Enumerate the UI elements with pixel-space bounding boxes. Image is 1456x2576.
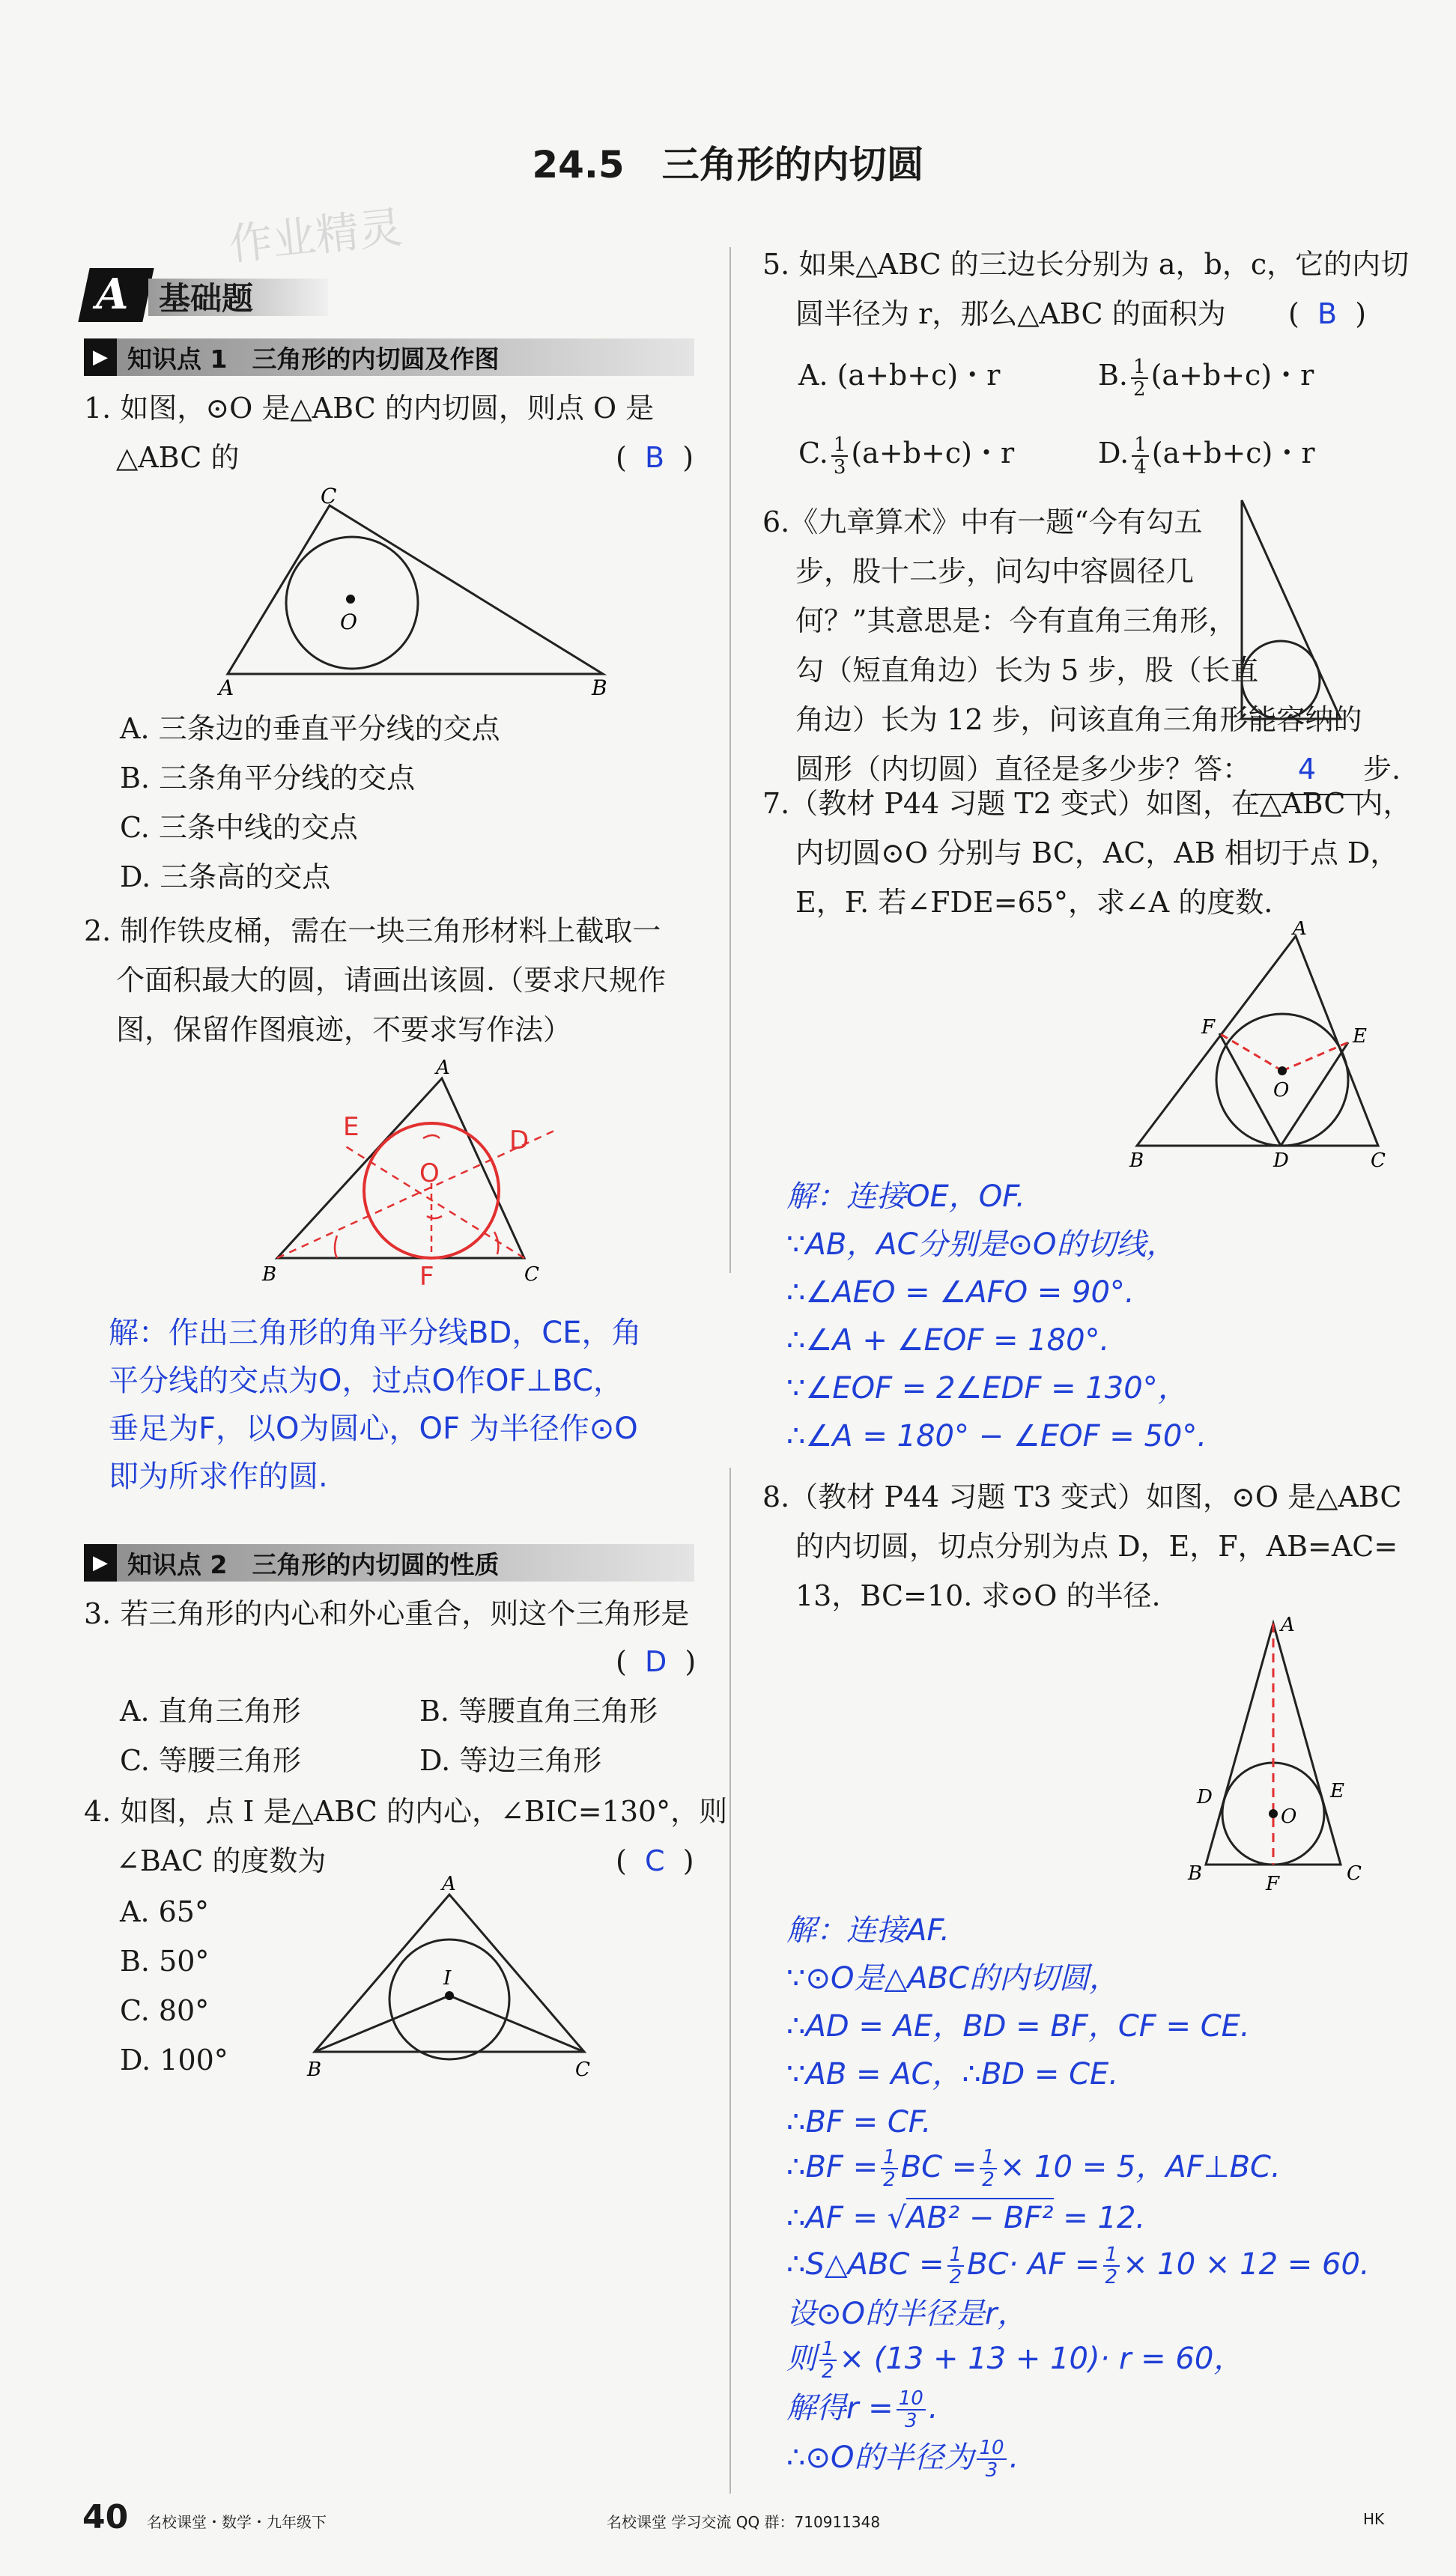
- q8-label-f: F: [1266, 1873, 1280, 1895]
- q8-solution-line1: 解：连接AF.: [786, 1913, 950, 1948]
- q3-option-c: C. 等腰三角形: [120, 1744, 301, 1777]
- q8-label-d: D: [1197, 1786, 1213, 1808]
- q2-triangle: [277, 1078, 524, 1258]
- q7-label-e: E: [1353, 1025, 1367, 1048]
- q7-triangle: [1137, 936, 1378, 1146]
- q4-option-c: C. 80°: [120, 1994, 210, 2027]
- q8-center-dot: [1269, 1809, 1278, 1818]
- play-icon: ▶: [84, 1544, 117, 1582]
- q7-label-c: C: [1371, 1149, 1386, 1168]
- q8-label-e: E: [1330, 1780, 1344, 1802]
- q1-line2: △ABC 的: [116, 441, 240, 474]
- q4-label-b: B: [307, 2059, 322, 2081]
- q8-solution-line4: ∵AB = AC，∴BD = CE.: [786, 2057, 1119, 2092]
- knowledge-point-2: ▶ 知识点 2 三角形的内切圆的性质: [84, 1544, 694, 1582]
- q3-option-a: A. 直角三角形: [120, 1695, 301, 1728]
- section-label: 基础题: [159, 280, 254, 317]
- q5-option-c: C. $\frac{1}{3}$ (a+b+c)・r: [798, 433, 1015, 479]
- q1-label-b: B: [592, 675, 607, 700]
- q2-label-b: B: [262, 1263, 277, 1286]
- q1-label-a: A: [219, 675, 234, 700]
- q8-figure: [1161, 1610, 1401, 1902]
- q5-line1: 5. 如果△ABC 的三边长分别为 a，b，c，它的内切: [762, 248, 1410, 281]
- q7-solution-line6: ∴∠A = 180° − ∠EOF = 50°.: [786, 1419, 1207, 1453]
- q8-solution-equation: 则 $\frac{1}{2}$ × (13 + 13 + 10)· r = 60，: [786, 2338, 1244, 2383]
- q6-line5: 角边）长为 12 步，问该直角三角形能容纳的: [795, 703, 1362, 736]
- page-title: 24.5 三角形的内切圆: [532, 143, 924, 186]
- q7-solution-line5: ∵∠EOF = 2∠EDF = 130°，: [786, 1371, 1188, 1406]
- q1-option-d: D. 三条高的交点: [120, 860, 331, 893]
- q8-line1: 8.（教材 P44 习题 T3 变式）如图，⊙O 是△ABC: [762, 1480, 1402, 1513]
- q2-label-a: A: [436, 1057, 450, 1079]
- q6-right-triangle: [1242, 500, 1341, 719]
- q2-solution-line2: 平分线的交点为O，过点O作OF⊥BC，: [109, 1364, 623, 1398]
- q2-solution-line4: 即为所求作的圆.: [109, 1459, 328, 1494]
- q6-line1: 6.《九章算术》中有一题“今有勾五: [762, 505, 1203, 538]
- q8-label-b: B: [1188, 1862, 1203, 1885]
- q6-line4: 勾（短直角边）长为 5 步，股（长直: [795, 654, 1259, 687]
- q6-figure: [1236, 494, 1348, 726]
- watermark: 作业精灵: [226, 201, 405, 270]
- q2-line1: 2. 制作铁皮桶，需在一块三角形材料上截取一: [84, 914, 661, 947]
- q8-solution-line3: ∴AD = AE，BD = BF，CF = CE.: [786, 2009, 1250, 2044]
- q8-solution-af: ∴AF = √AB² − BF² = 12.: [786, 2194, 1145, 2242]
- q2-solution-line3: 垂足为F，以O为圆心，OF 为半径作⊙O: [109, 1412, 638, 1446]
- q7-line3: E，F. 若∠FDE=65°，求∠A 的度数.: [795, 886, 1273, 919]
- q1-label-o: O: [340, 610, 357, 634]
- q4-figure: [300, 1872, 614, 2089]
- q5-option-d: D. $\frac{1}{4}$ (a+b+c)・r: [1098, 433, 1315, 479]
- q8-label-c: C: [1347, 1862, 1362, 1885]
- q7-label-o: O: [1273, 1079, 1290, 1102]
- q2-label-d: D: [509, 1126, 530, 1155]
- q8-line2: 的内切圆，切点分别为点 D，E，F，AB=AC=: [795, 1530, 1398, 1563]
- q4-segment-bi: [315, 1996, 449, 2052]
- q5-option-a: A. (a+b+c)・r: [798, 359, 1001, 392]
- section-header: [84, 268, 331, 322]
- q1-option-b: B. 三条角平分线的交点: [120, 762, 416, 795]
- q7-solution-line1: 解：连接OE，OF.: [786, 1179, 1025, 1214]
- q7-label-a: A: [1293, 921, 1307, 940]
- q4-label-i: I: [443, 1967, 452, 1990]
- q7-line1: 7.（教材 P44 习题 T2 变式）如图，在△ABC 内，: [762, 787, 1412, 820]
- q7-segment-df: [1219, 1033, 1281, 1146]
- q8-solution-line5: ∴BF = CF.: [786, 2105, 932, 2139]
- q8-solution-line2: ∵⊙O是△ABC的内切圆，: [786, 1961, 1119, 1996]
- q1-triangle: [228, 505, 603, 674]
- q7-solution-line4: ∴∠A + ∠EOF = 180°.: [786, 1323, 1110, 1358]
- q7-segment-de: [1281, 1042, 1348, 1146]
- q3-line1: 3. 若三角形的内心和外心重合，则这个三角形是: [84, 1597, 690, 1630]
- q7-label-d: D: [1273, 1149, 1289, 1168]
- q5-answer: ( B ): [1288, 297, 1367, 330]
- q1-option-c: C. 三条中线的交点: [120, 811, 358, 844]
- q4-option-a: A. 65°: [120, 1895, 209, 1928]
- q2-line2: 个面积最大的圆，请画出该圆.（要求尺规作: [116, 964, 667, 997]
- q1-option-a: A. 三条边的垂直平分线的交点: [120, 712, 500, 745]
- q2-arc-marks: [335, 1135, 498, 1258]
- q1-center-dot: [346, 595, 355, 604]
- q8-label-a: A: [1281, 1614, 1295, 1636]
- q7-label-b: B: [1129, 1149, 1144, 1168]
- q4-option-d: D. 100°: [120, 2044, 228, 2077]
- q8-solution-bf: ∴BF = $\frac{1}{2}$ BC = $\frac{1}{2}$ × 10 = 5，AF⊥BC.: [786, 2146, 1281, 2191]
- q2-figure: [255, 1056, 569, 1295]
- q3-option-d: D. 等边三角形: [419, 1744, 602, 1777]
- q4-label-c: C: [575, 2059, 590, 2081]
- play-icon: ▶: [84, 338, 117, 376]
- q4-incenter-dot: [445, 1991, 454, 2000]
- q6-incircle: [1242, 641, 1320, 719]
- q7-label-f: F: [1201, 1016, 1216, 1039]
- q3-answer: ( D ): [616, 1645, 697, 1678]
- q4-segment-ci: [449, 1996, 584, 2052]
- q8-label-o: O: [1281, 1805, 1297, 1828]
- q4-line1: 4. 如图，点 I 是△ABC 的内心，∠BIC=130°，则: [84, 1795, 728, 1828]
- q8-solution-area: ∴S△ABC = $\frac{1}{2}$ BC· AF = $\frac{1}{2}$ × 10 × 12 = 60.: [786, 2244, 1370, 2288]
- q6-line3: 何？”其意思是：今有直角三角形，: [795, 604, 1237, 637]
- q4-label-a: A: [442, 1873, 456, 1895]
- q1-line1: 1. 如图，⊙O 是△ABC 的内切圆，则点 O 是: [84, 392, 655, 425]
- q6-line6: 圆形（内切圆）直径是多少步？答： 4 步.: [795, 744, 1401, 795]
- q1-figure: [217, 487, 622, 704]
- column-divider-bottom: [729, 1468, 731, 2494]
- footer-book: 名校课堂・数学・九年级下: [147, 2513, 327, 2531]
- knowledge-point-1: ▶ 知识点 1 三角形的内切圆及作图: [84, 338, 694, 376]
- q4-option-b: B. 50°: [120, 1945, 210, 1978]
- q5-option-b: B. $\frac{1}{2}$ (a+b+c)・r: [1098, 355, 1314, 401]
- q8-solution-radius: 设⊙O的半径是r，: [786, 2297, 1028, 2331]
- q8-solution-solve: 解得r = $\frac{10}{3}$ .: [786, 2387, 938, 2432]
- column-divider-top: [729, 247, 731, 1273]
- q4-line2: ∠BAC 的度数为: [116, 1844, 327, 1877]
- q1-answer: ( B ): [616, 441, 694, 474]
- q2-solution-line1: 解：作出三角形的角平分线BD，CE，角: [109, 1316, 642, 1350]
- q2-label-o: O: [419, 1158, 440, 1188]
- q2-label-f: F: [419, 1262, 434, 1292]
- q7-solution-line2: ∵AB，AC分别是⊙O的切线，: [786, 1227, 1177, 1262]
- q2-label-e: E: [343, 1112, 360, 1142]
- q4-answer: ( C ): [616, 1844, 694, 1877]
- q7-solution-line3: ∴∠AEO = ∠AFO = 90°.: [786, 1275, 1135, 1310]
- q7-line2: 内切圆⊙O 分别与 BC，AC，AB 相切于点 D，: [795, 836, 1399, 869]
- q2-label-c: C: [524, 1263, 539, 1286]
- q1-label-c: C: [321, 487, 337, 508]
- q5-line2: 圆半径为 r，那么△ABC 的面积为: [795, 297, 1226, 330]
- q8-solution-final: ∴⊙O的半径为 $\frac{10}{3}$ .: [786, 2437, 1019, 2482]
- q3-option-b: B. 等腰直角三角形: [419, 1695, 658, 1728]
- q8-line3: 13，BC=10. 求⊙O 的半径.: [795, 1579, 1161, 1612]
- q2-line3: 图，保留作图痕迹，不要求写作法）: [116, 1013, 572, 1046]
- section-letter: A: [96, 270, 129, 319]
- page-number: 40: [82, 2498, 129, 2536]
- q6-line2: 步，股十二步，问勾中容圆径几: [795, 555, 1195, 588]
- q7-center-dot: [1278, 1066, 1287, 1075]
- q7-figure: [1123, 921, 1401, 1168]
- footer-group: 名校课堂 学习交流 QQ 群：710911348: [607, 2513, 881, 2531]
- footer-edition: HK: [1363, 2510, 1385, 2528]
